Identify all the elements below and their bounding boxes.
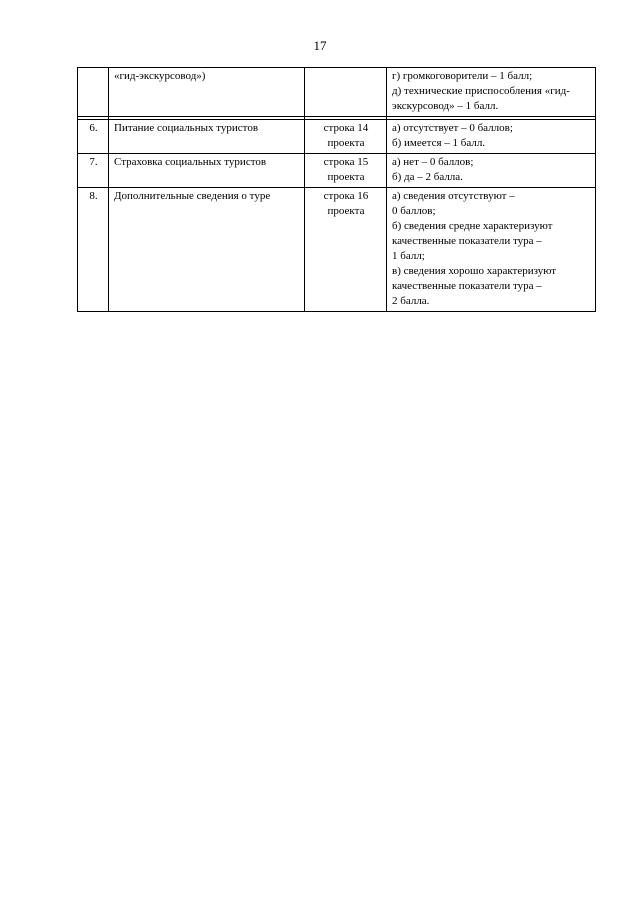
scoring-rules: а) отсутствует – 0 баллов; б) имеется – 1 балл. [387, 120, 596, 154]
scoring-rules: а) нет – 0 баллов; б) да – 2 балла. [387, 154, 596, 188]
scoring-rules: г) громкоговорители – 1 балл; д) технические приспособления «гид-экскурсовод» – 1 балл. [387, 68, 596, 117]
row-number [78, 68, 109, 117]
page-number: 17 [313, 38, 327, 53]
source-reference: строка 14 проекта [305, 120, 387, 154]
source-reference [305, 68, 387, 117]
table-row [78, 154, 596, 188]
row-number: 8. [78, 188, 109, 312]
criteria-table [77, 67, 596, 312]
table-row [78, 120, 596, 154]
criterion-name: Питание социальных туристов [109, 120, 305, 154]
source-reference: строка 16 проекта [305, 188, 387, 312]
table-row [78, 68, 596, 117]
criterion-name: Страховка социальных туристов [109, 154, 305, 188]
row-number: 6. [78, 120, 109, 154]
scoring-rules: а) сведения отсутствуют – 0 баллов; б) сведения средне характеризуют качественные показатели тура – 1 балл; в) сведения хорошо характеризуют качественные показатели тура – 2 балла. [387, 188, 596, 312]
criterion-name: «гид-экскурсовод») [109, 68, 305, 117]
criterion-name: Дополнительные сведения о туре [109, 188, 305, 312]
row-number: 7. [78, 154, 109, 188]
source-reference: строка 15 проекта [305, 154, 387, 188]
table-row [78, 188, 596, 312]
